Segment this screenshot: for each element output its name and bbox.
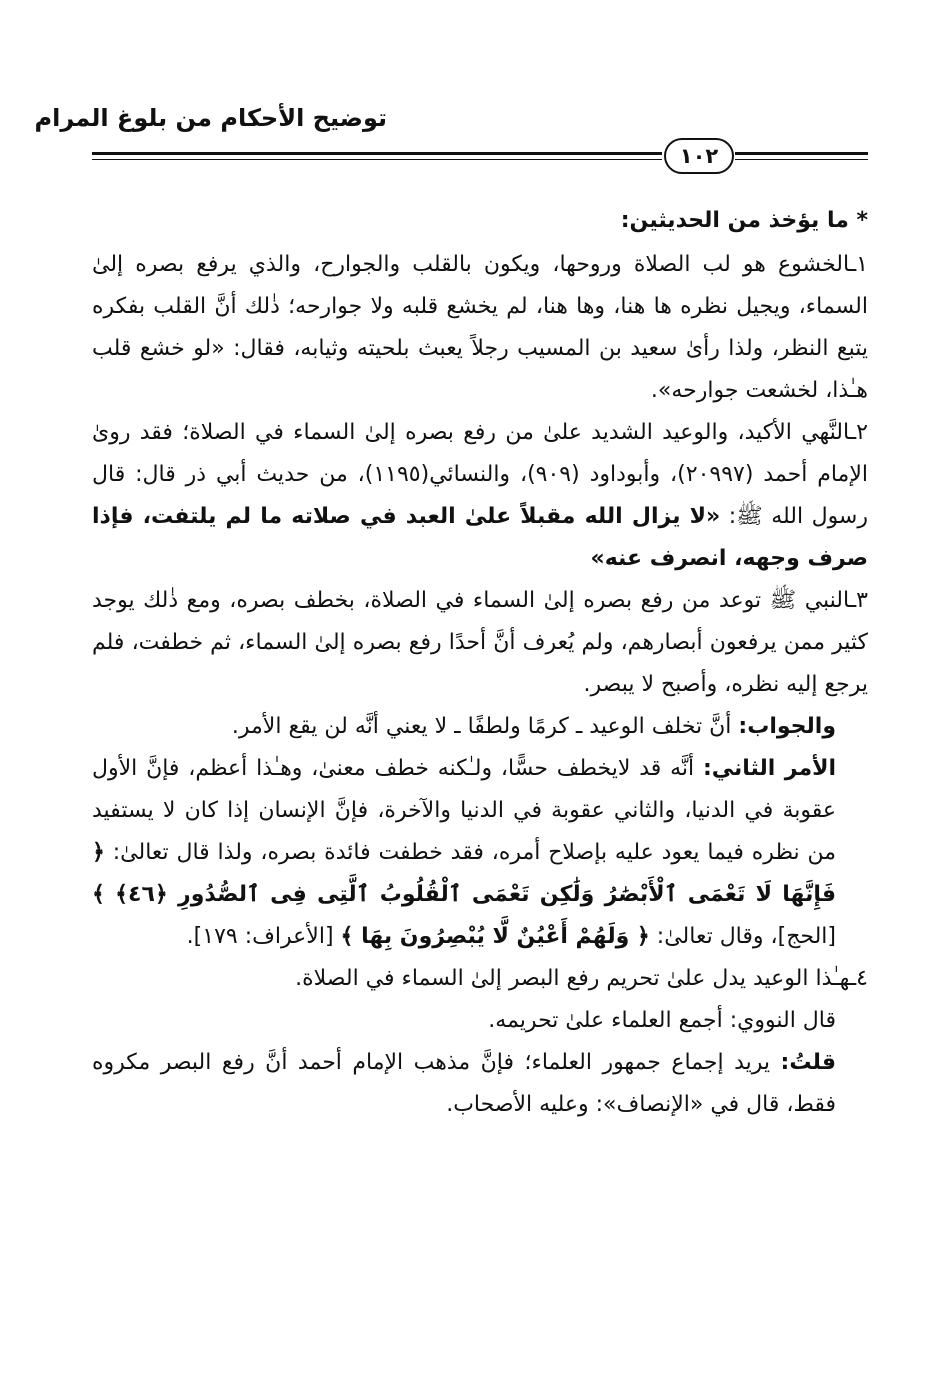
point-1-text: الخشوع هو لب الصلاة وروحها، ويكون بالقلب والجوارح، والذي يرفع بصره إلىٰ السماء، ويجيل نظره ها هنا، وها هنا، لم يخشع قلبه ولا جوارحه؛ ذٰلك أنَّ القلب بفكره يتبع النظر، ولذا رأىٰ سعيد بن المسيب رجلاً يعبث بلحيته وثيابه، فقال: «لو خشع قلب هـٰذا، لخشعت جوارحه». bbox=[92, 252, 868, 403]
second-matter-text: أنَّه قد لايخطف حسًّا، ولـٰكنه خطف معنىٰ، وهـٰذا أعظم، فإنَّ الأول عقوبة في الدنيا، والثاني عقوبة في الدنيا والآخرة، فإنَّ الإنسان إذا كان لا يستفيد من نظره فيما يعود عليه بإصلاح أمره، فقد خطفت فائدة بصره، ولذا قال تعالىٰ: bbox=[92, 756, 836, 865]
page-number: ١٠٢ bbox=[664, 138, 734, 174]
qultu-text: يريد إجماع جمهور العلماء؛ فإنَّ مذهب الإمام أحمد أنَّ رفع البصر مكروه فقط، قال في «الإنصاف»: وعليه الأصحاب. bbox=[92, 1050, 836, 1117]
nawawi-paragraph bbox=[92, 1000, 868, 1042]
quran-verse-1: ﴿ فَإِنَّهَا لَا تَعْمَى ٱلْأَبْصَٰرُ وَلَٰكِن تَعْمَى ٱلْقُلُوبُ ٱلَّتِى فِى ٱلصُّدُورِ ﴿٤٦﴾ ﴾ bbox=[92, 840, 836, 907]
quran-reference-2: [الأعراف: ١٧٩]. bbox=[186, 924, 341, 949]
book-title: توضيح الأحكام من بلوغ المرام bbox=[34, 104, 387, 132]
point-3 bbox=[92, 580, 868, 706]
qultu-label: قلتُ: bbox=[780, 1050, 836, 1075]
point-2 bbox=[92, 412, 868, 580]
section-heading: * ما يؤخذ من الحديثين: bbox=[620, 208, 868, 233]
quran-reference-1: [الحج]، وقال تعالىٰ: bbox=[649, 924, 836, 949]
header-rule-thin-right bbox=[735, 159, 868, 160]
second-matter-label: الأمر الثاني: bbox=[702, 756, 836, 781]
point-1 bbox=[92, 244, 868, 412]
header-rule-thick-right bbox=[735, 152, 868, 155]
point-4-text: هـٰذا الوعيد يدل علىٰ تحريم رفع البصر إلىٰ السماء في الصلاة. bbox=[295, 966, 850, 991]
second-matter-paragraph bbox=[92, 748, 868, 958]
nawawi-text: قال النووي: أجمع العلماء علىٰ تحريمه. bbox=[488, 1008, 836, 1033]
answer-text: أنَّ تخلف الوعيد ـ كرمًا ولطفًا ـ لا يعني أنَّه لن يقع الأمر. bbox=[231, 714, 739, 739]
point-2-number: ٢ـ bbox=[849, 420, 868, 445]
point-4 bbox=[92, 958, 868, 1000]
point-3-number: ٣ـ bbox=[849, 588, 868, 613]
header-rule-thin-left bbox=[92, 159, 662, 160]
point-1-number: ١ـ bbox=[849, 252, 868, 277]
point-2-text: النَّهي الأكيد، والوعيد الشديد علىٰ من رفع بصره إلىٰ السماء في الصلاة؛ فقد روىٰ الإمام أحمد (٢٠٩٩٧)، وأبوداود (٩٠٩)، والنسائي(١١٩٥)، من حديث أبي ذر قال: قال رسول الله ﷺ: bbox=[92, 420, 868, 529]
qultu-paragraph bbox=[92, 1042, 868, 1126]
answer-label: والجواب: bbox=[738, 714, 836, 739]
point-3-text: النبي ﷺ توعد من رفع بصره إلىٰ السماء في الصلاة، بخطف بصره، ومع ذٰلك يوجد كثير ممن يرفعون أبصارهم، ولم يُعرف أنَّ أحدًا رفع بصره إلىٰ السماء، ثم خطفت، فلم يرجع إليه نظره، وأصبح لا يبصر. bbox=[92, 588, 868, 697]
point-4-number: ٤ـ bbox=[849, 966, 868, 991]
answer-paragraph bbox=[92, 706, 868, 748]
header-rule-thick-left bbox=[92, 152, 662, 155]
quran-verse-2: ﴿ وَلَهُمْ أَعْيُنٌ لَّا يُبْصِرُونَ بِهَا ﴾ bbox=[340, 924, 650, 949]
hadith-text: «لا يزال الله مقبلاً علىٰ العبد في صلاته ما لم يلتفت، فإذا صرف وجهه، انصرف عنه» bbox=[92, 504, 868, 571]
page-body bbox=[92, 200, 868, 1126]
page-header bbox=[0, 0, 952, 190]
